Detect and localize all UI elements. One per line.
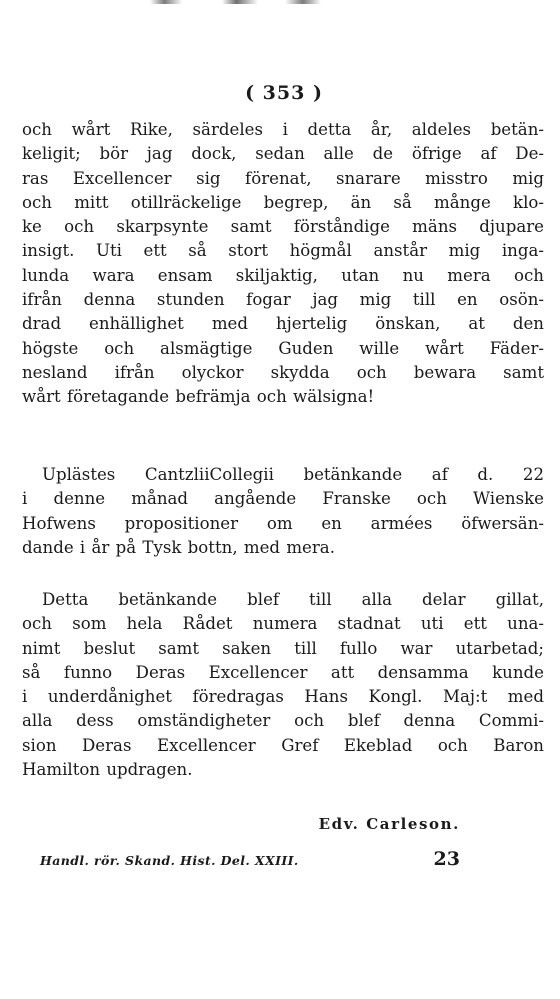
paragraph-2: [22, 463, 544, 560]
text-line: så funno Deras Excellencer att densamma kunde: [22, 662, 544, 682]
paragraph-3: [22, 588, 544, 782]
text-line: Detta betänkande blef till alla delar gillat,: [42, 590, 544, 609]
text-line: drad enhällighet med hjertelig önskan, at den: [22, 314, 544, 334]
text-line: alla dess omständigheter och blef denna Commi-: [22, 711, 544, 731]
text-line: sion Deras Excellencer Gref Ekeblad och Baron: [22, 735, 544, 755]
text-line: och mitt otillräckelige begrep, än så månge klo-: [22, 192, 544, 212]
top-edge-smudge: [150, 0, 330, 4]
text-line: Hamilton updragen.: [22, 760, 193, 780]
page-number: ( 353 ): [245, 82, 323, 104]
text-line: dande i år på Tysk bottn, med mera.: [22, 537, 335, 557]
text-line: ifrån denna stunden fogar jag mig till en osön-: [22, 290, 544, 310]
text-line: och wårt Rike, särdeles i detta år, aldeles betän-: [22, 120, 544, 139]
text-line: i underdånighet föredragas Hans Kongl. Maj:t med: [22, 687, 544, 707]
text-line: insigt. Uti ett så stort högmål anstår mig inga-: [22, 241, 544, 261]
text-line: högste och alsmägtige Guden wille wårt Fäder-: [22, 338, 544, 358]
text-line: Uplästes CantzliiCollegii betänkande af d. 22: [42, 465, 544, 484]
text-line: ras Excellencer sig förenat, snarare misstro mig: [22, 168, 544, 188]
text-line: wårt företagande befrämja och wälsigna!: [22, 387, 375, 407]
text-line: och som hela Rådet numera stadnat uti ett una-: [22, 614, 544, 634]
text-line: nimt beslut samt saken till fullo war utarbetad;: [22, 638, 544, 658]
text-line: keligit; bör jag dock, sedan alle de öfrige af De-: [22, 144, 544, 164]
text-line: ke och skarpsynte samt förståndige mäns djupare: [22, 217, 544, 237]
footer-source: Handl. rör. Skand. Hist. Del. XXIII.: [40, 853, 299, 868]
text-line: Hofwens propositioner om en armées öfwersän-: [22, 513, 544, 533]
text-line: lunda wara ensam skiljaktig, utan nu mera och: [22, 265, 544, 285]
signature: Edv. Carleson.: [318, 815, 460, 833]
footer-signature-mark: 23: [433, 848, 460, 870]
text-line: nesland ifrån olyckor skydda och bewara samt: [22, 362, 544, 382]
paragraph-1: [22, 118, 544, 410]
text-line: i denne månad angående Franske och Wienske: [22, 489, 544, 509]
